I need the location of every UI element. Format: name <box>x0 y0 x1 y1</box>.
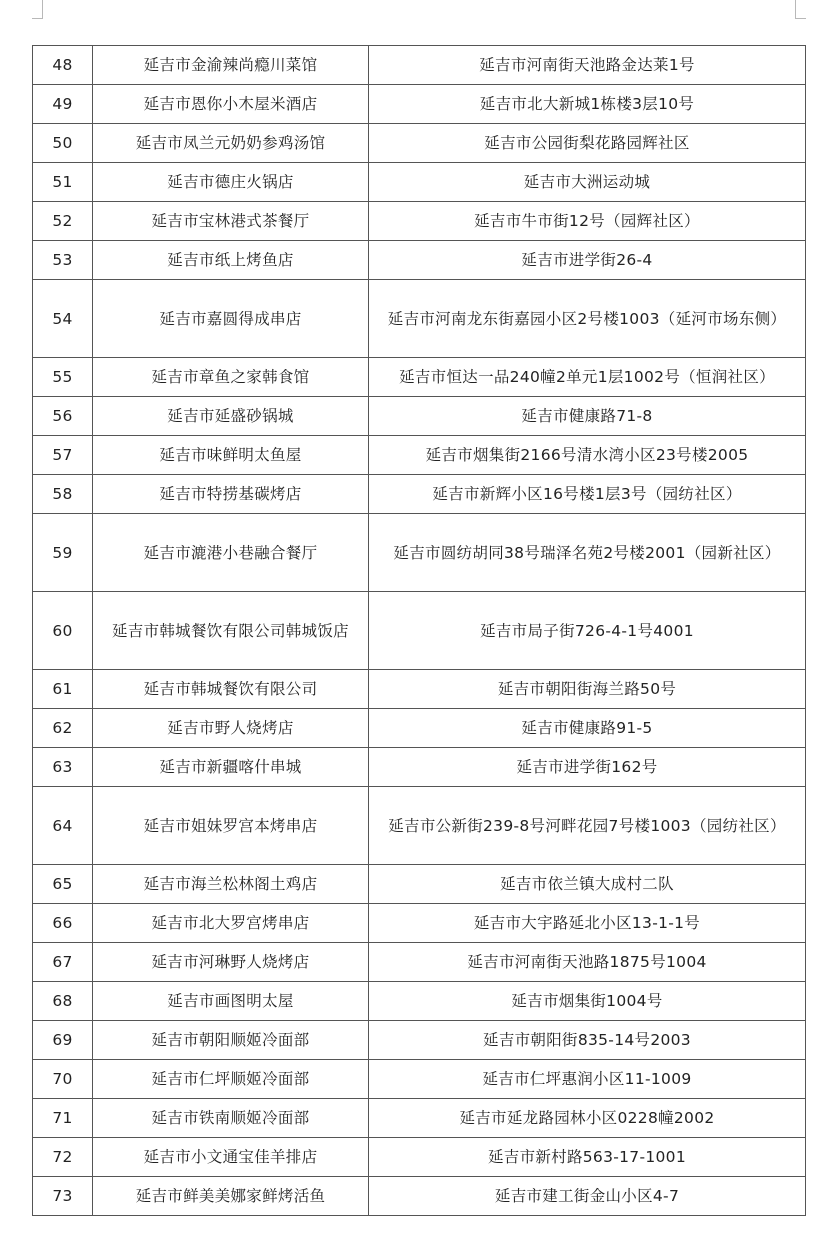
table-row <box>33 787 806 865</box>
restaurant-name: 延吉市铁南顺姬冷面部 <box>93 1099 369 1138</box>
table-row <box>33 46 806 85</box>
restaurant-name: 延吉市鲜美美娜家鲜烤活鱼 <box>93 1177 369 1216</box>
row-number: 56 <box>33 397 93 436</box>
row-number: 49 <box>33 85 93 124</box>
table-row <box>33 943 806 982</box>
row-number: 65 <box>33 865 93 904</box>
restaurant-address: 延吉市新村路563-17-1001 <box>369 1138 806 1177</box>
row-number: 50 <box>33 124 93 163</box>
row-number: 63 <box>33 748 93 787</box>
table-row <box>33 670 806 709</box>
restaurant-name: 延吉市纸上烤鱼店 <box>93 241 369 280</box>
row-number: 69 <box>33 1021 93 1060</box>
restaurant-address: 延吉市朝阳街835-14号2003 <box>369 1021 806 1060</box>
restaurant-address: 延吉市进学街26-4 <box>369 241 806 280</box>
restaurant-name: 延吉市韩城餐饮有限公司 <box>93 670 369 709</box>
restaurant-name: 延吉市凤兰元奶奶参鸡汤馆 <box>93 124 369 163</box>
restaurant-name: 延吉市漉港小巷融合餐厅 <box>93 514 369 592</box>
table-row <box>33 1099 806 1138</box>
restaurant-address: 延吉市大洲运动城 <box>369 163 806 202</box>
restaurant-name: 延吉市特捞基碳烤店 <box>93 475 369 514</box>
restaurant-name: 延吉市延盛砂锅城 <box>93 397 369 436</box>
restaurant-name: 延吉市姐妹罗宫本烤串店 <box>93 787 369 865</box>
table-row <box>33 1138 806 1177</box>
row-number: 48 <box>33 46 93 85</box>
table-row <box>33 124 806 163</box>
restaurant-address: 延吉市牛市街12号（园辉社区） <box>369 202 806 241</box>
table-row <box>33 904 806 943</box>
row-number: 53 <box>33 241 93 280</box>
table-row <box>33 592 806 670</box>
row-number: 55 <box>33 358 93 397</box>
restaurant-name: 延吉市韩城餐饮有限公司韩城饭店 <box>93 592 369 670</box>
row-number: 58 <box>33 475 93 514</box>
row-number: 66 <box>33 904 93 943</box>
restaurant-address: 延吉市健康路71-8 <box>369 397 806 436</box>
row-number: 57 <box>33 436 93 475</box>
restaurant-address: 延吉市局子街726-4-1号4001 <box>369 592 806 670</box>
page-corner-mark-left <box>32 0 43 19</box>
row-number: 64 <box>33 787 93 865</box>
table-row <box>33 514 806 592</box>
table-row <box>33 436 806 475</box>
table-row <box>33 709 806 748</box>
table-row <box>33 202 806 241</box>
table-row <box>33 397 806 436</box>
row-number: 52 <box>33 202 93 241</box>
restaurant-address: 延吉市仁坪惠润小区11-1009 <box>369 1060 806 1099</box>
row-number: 67 <box>33 943 93 982</box>
restaurant-name: 延吉市野人烧烤店 <box>93 709 369 748</box>
restaurant-address: 延吉市公新街239-8号河畔花园7号楼1003（园纺社区） <box>369 787 806 865</box>
table-row <box>33 85 806 124</box>
table-row <box>33 1060 806 1099</box>
row-number: 73 <box>33 1177 93 1216</box>
restaurant-address: 延吉市北大新城1栋楼3层10号 <box>369 85 806 124</box>
restaurant-name: 延吉市德庄火锅店 <box>93 163 369 202</box>
row-number: 72 <box>33 1138 93 1177</box>
restaurant-address: 延吉市新辉小区16号楼1层3号（园纺社区） <box>369 475 806 514</box>
table-row <box>33 358 806 397</box>
row-number: 62 <box>33 709 93 748</box>
restaurant-address: 延吉市进学街162号 <box>369 748 806 787</box>
row-number: 71 <box>33 1099 93 1138</box>
restaurant-name: 延吉市画图明太屋 <box>93 982 369 1021</box>
table-row <box>33 1177 806 1216</box>
row-number: 60 <box>33 592 93 670</box>
restaurant-address: 延吉市建工街金山小区4-7 <box>369 1177 806 1216</box>
row-number: 51 <box>33 163 93 202</box>
table-row <box>33 241 806 280</box>
restaurant-address: 延吉市健康路91-5 <box>369 709 806 748</box>
row-number: 61 <box>33 670 93 709</box>
restaurant-address: 延吉市河南街天池路1875号1004 <box>369 943 806 982</box>
restaurant-name: 延吉市小文通宝佳羊排店 <box>93 1138 369 1177</box>
restaurant-table <box>32 45 806 1216</box>
restaurant-address: 延吉市依兰镇大成村二队 <box>369 865 806 904</box>
restaurant-address: 延吉市朝阳街海兰路50号 <box>369 670 806 709</box>
table-row <box>33 163 806 202</box>
restaurant-address: 延吉市恒达一品240幢2单元1层1002号（恒润社区） <box>369 358 806 397</box>
row-number: 68 <box>33 982 93 1021</box>
restaurant-address: 延吉市烟集街1004号 <box>369 982 806 1021</box>
restaurant-name: 延吉市朝阳顺姬冷面部 <box>93 1021 369 1060</box>
restaurant-name: 延吉市仁坪顺姬冷面部 <box>93 1060 369 1099</box>
restaurant-address: 延吉市大宇路延北小区13-1-1号 <box>369 904 806 943</box>
restaurant-address: 延吉市河南龙东街嘉园小区2号楼1003（延河市场东侧） <box>369 280 806 358</box>
restaurant-name: 延吉市北大罗宫烤串店 <box>93 904 369 943</box>
restaurant-name: 延吉市章鱼之家韩食馆 <box>93 358 369 397</box>
restaurant-name: 延吉市味鲜明太鱼屋 <box>93 436 369 475</box>
table-row <box>33 865 806 904</box>
restaurant-address: 延吉市公园街梨花路园辉社区 <box>369 124 806 163</box>
table-row <box>33 475 806 514</box>
table-row <box>33 1021 806 1060</box>
restaurant-name: 延吉市金渝辣尚瘾川菜馆 <box>93 46 369 85</box>
table-row <box>33 748 806 787</box>
restaurant-address: 延吉市河南街天池路金达莱1号 <box>369 46 806 85</box>
table-row <box>33 280 806 358</box>
restaurant-address: 延吉市延龙路园林小区0228幢2002 <box>369 1099 806 1138</box>
restaurant-name: 延吉市海兰松林阁土鸡店 <box>93 865 369 904</box>
row-number: 54 <box>33 280 93 358</box>
restaurant-name: 延吉市河琳野人烧烤店 <box>93 943 369 982</box>
page-corner-mark-right <box>795 0 806 19</box>
restaurant-name: 延吉市嘉圆得成串店 <box>93 280 369 358</box>
restaurant-name: 延吉市新疆喀什串城 <box>93 748 369 787</box>
restaurant-name: 延吉市宝林港式茶餐厅 <box>93 202 369 241</box>
row-number: 59 <box>33 514 93 592</box>
row-number: 70 <box>33 1060 93 1099</box>
table-row <box>33 982 806 1021</box>
restaurant-address: 延吉市烟集街2166号清水湾小区23号楼2005 <box>369 436 806 475</box>
restaurant-name: 延吉市恩你小木屋米酒店 <box>93 85 369 124</box>
restaurant-address: 延吉市圆纺胡同38号瑞泽名苑2号楼2001（园新社区） <box>369 514 806 592</box>
